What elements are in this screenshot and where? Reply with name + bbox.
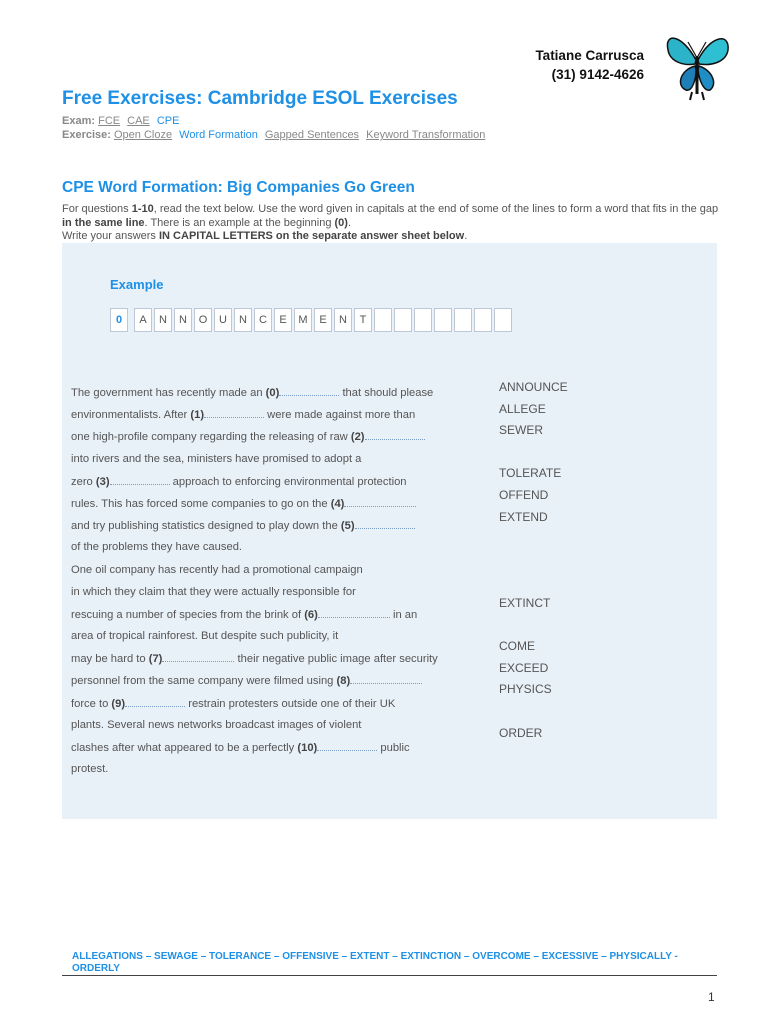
answer-gap[interactable] bbox=[110, 470, 170, 485]
answer-gap[interactable] bbox=[162, 647, 234, 662]
line-text: of the problems they have caused. bbox=[71, 541, 243, 554]
example-answer-boxes bbox=[110, 308, 514, 332]
example-letter-box bbox=[494, 308, 512, 332]
keyword: OFFEND bbox=[499, 488, 549, 502]
instr-bold: in the same line bbox=[62, 216, 145, 229]
keyword: SEWER bbox=[499, 423, 544, 438]
keyword: ORDER bbox=[499, 725, 543, 740]
gap-number: (6) bbox=[304, 608, 318, 621]
example-letter-box: M bbox=[294, 308, 312, 332]
gap-number: (2) bbox=[350, 431, 365, 444]
line-text: restrain protesters outside one of their UK bbox=[185, 697, 396, 710]
instr-bold: 1-10 bbox=[131, 203, 154, 215]
example-letter-box: E bbox=[274, 308, 292, 332]
line-text: and try publishing statistics designed to play down the bbox=[71, 520, 341, 533]
example-letter-box: A bbox=[134, 308, 152, 332]
author-block bbox=[535, 46, 644, 84]
text-line bbox=[71, 603, 471, 625]
text-line bbox=[71, 581, 471, 603]
exam-label: Exam: bbox=[62, 115, 96, 127]
exercise-link-word-formation[interactable]: Word Formation bbox=[179, 129, 258, 141]
line-text: protest. bbox=[71, 763, 109, 776]
line-text: area of tropical rainforest. But despite such publicity, it bbox=[71, 630, 339, 643]
gap-number: (9) bbox=[111, 697, 126, 710]
line-text: environmentalists. After bbox=[71, 409, 191, 422]
text-line bbox=[71, 692, 471, 714]
answer-gap[interactable] bbox=[355, 514, 415, 529]
line-text: personnel from the same company were filmed using bbox=[71, 675, 337, 688]
line-text: their negative public image after security bbox=[234, 653, 438, 666]
example-letter-box: U bbox=[214, 308, 232, 332]
line-text: approach to enforcing environmental protection bbox=[169, 475, 407, 488]
example-letter-box: E bbox=[314, 308, 332, 332]
line-text: were made against more than bbox=[264, 409, 416, 422]
line-text: plants. Several news networks broadcast images of violent bbox=[71, 718, 362, 731]
text-line bbox=[71, 514, 471, 536]
text-line bbox=[71, 403, 471, 425]
butterfly-icon bbox=[662, 30, 732, 102]
example-number-box: 0 bbox=[110, 308, 128, 332]
text-line bbox=[71, 647, 471, 669]
gap-number: (4) bbox=[330, 497, 345, 510]
author-phone: (31) 9142-4626 bbox=[551, 67, 644, 82]
example-letter-box bbox=[374, 308, 392, 332]
example-letter-box bbox=[454, 308, 472, 332]
exercise-title: CPE Word Formation: Big Companies Go Green bbox=[62, 179, 415, 196]
example-letter-box: N bbox=[334, 308, 352, 332]
site-title: Free Exercises: Cambridge ESOL Exercises bbox=[62, 88, 458, 109]
line-text: that should please bbox=[339, 387, 434, 399]
text-line bbox=[71, 559, 471, 581]
example-letter-box: O bbox=[194, 308, 212, 332]
gap-number: (1) bbox=[190, 409, 205, 422]
answer-gap[interactable] bbox=[204, 403, 264, 418]
line-text: clashes after what appeared to be a perfectly bbox=[71, 742, 298, 754]
answer-gap[interactable] bbox=[279, 381, 339, 396]
text-line bbox=[71, 758, 471, 780]
keyword: EXCEED bbox=[499, 660, 549, 675]
exercise-link-keyword-transformation[interactable]: Keyword Transformation bbox=[366, 129, 486, 141]
keyword: EXTINCT bbox=[499, 596, 551, 610]
instr-text: . There is an example at the beginning bbox=[144, 216, 335, 229]
answer-gap[interactable] bbox=[318, 603, 390, 618]
exam-link-cae[interactable]: CAE bbox=[127, 115, 150, 127]
line-text: One oil company has recently had a promotional campaign bbox=[71, 563, 363, 576]
line-text: public bbox=[377, 742, 410, 754]
line-text: rescuing a number of species from the brink of bbox=[71, 608, 305, 621]
exercise-link-gapped-sentences[interactable]: Gapped Sentences bbox=[264, 129, 360, 141]
text-line bbox=[71, 625, 471, 647]
text-line bbox=[71, 470, 471, 492]
example-letter-box: N bbox=[154, 308, 172, 332]
text-line bbox=[71, 714, 471, 736]
instr-text: For questions bbox=[62, 203, 132, 215]
gap-number: (5) bbox=[340, 520, 355, 533]
example-letter-box: N bbox=[174, 308, 192, 332]
example-label: Example bbox=[110, 277, 164, 292]
line-text: force to bbox=[71, 697, 112, 710]
cloze-text bbox=[71, 381, 471, 780]
text-line bbox=[71, 669, 471, 691]
answer-gap[interactable] bbox=[350, 669, 422, 684]
example-letter-box bbox=[434, 308, 452, 332]
text-line bbox=[71, 492, 471, 514]
exercise-link-open-cloze[interactable]: Open Cloze bbox=[114, 129, 173, 141]
text-line bbox=[71, 381, 471, 403]
instr-bold: IN CAPITAL LETTERS on the separate answer sheet below bbox=[159, 230, 465, 242]
line-text: one high-profile company regarding the releasing of raw bbox=[71, 431, 351, 444]
example-letter-box: T bbox=[354, 308, 372, 332]
line-text: The government has recently made an bbox=[71, 387, 266, 399]
answer-key: ALLEGATIONS – SEWAGE – TOLERANCE – OFFENSIVE – EXTENT – EXTINCTION – OVERCOME – EXCESSIVE – PHYSICALLY - ORDERLY bbox=[72, 951, 678, 974]
answer-gap[interactable] bbox=[365, 425, 425, 440]
text-line bbox=[71, 536, 471, 558]
author-name: Tatiane Carrusca bbox=[535, 48, 644, 63]
line-text: into rivers and the sea, ministers have promised to adopt a bbox=[71, 452, 362, 465]
instr-bold: (0) bbox=[334, 216, 348, 229]
line-text: may be hard to bbox=[71, 653, 149, 666]
example-letter-box bbox=[414, 308, 432, 332]
answer-gap[interactable] bbox=[344, 492, 416, 507]
gap-number: (10) bbox=[297, 742, 318, 754]
instructions bbox=[62, 203, 720, 244]
gap-number: (0) bbox=[265, 387, 280, 399]
gap-number: (7) bbox=[148, 653, 163, 666]
line-text: rules. This has forced some companies to go on the bbox=[71, 497, 331, 510]
keyword: ANNOUNCE bbox=[499, 380, 568, 394]
keyword: COME bbox=[499, 639, 535, 654]
divider bbox=[62, 975, 717, 976]
example-letter-box bbox=[474, 308, 492, 332]
line-text: zero bbox=[71, 475, 96, 488]
page-number: 1 bbox=[708, 990, 715, 1004]
gap-number: (8) bbox=[336, 675, 351, 688]
text-line bbox=[71, 425, 471, 447]
example-letter-box: C bbox=[254, 308, 272, 332]
exam-link-fce[interactable]: FCE bbox=[98, 115, 121, 127]
answer-gap[interactable] bbox=[317, 736, 377, 751]
line-text: in an bbox=[389, 608, 418, 621]
answer-gap[interactable] bbox=[125, 692, 185, 707]
instr-text: . bbox=[464, 230, 468, 242]
exercise-row bbox=[62, 129, 489, 141]
keyword: TOLERATE bbox=[499, 466, 562, 481]
example-letter-box bbox=[394, 308, 412, 332]
exam-link-cpe[interactable]: CPE bbox=[156, 115, 180, 127]
keyword: ALLEGE bbox=[499, 401, 546, 416]
instr-text: Write your answers bbox=[62, 230, 159, 242]
instr-text: , read the text below. Use the word given in capitals at the end of some of the lines to form a word that fits in the gap bbox=[153, 203, 719, 215]
keyword: EXTEND bbox=[499, 509, 548, 524]
instr-text: . bbox=[347, 216, 352, 229]
gap-number: (3) bbox=[95, 475, 110, 488]
text-line bbox=[71, 736, 471, 758]
keyword: PHYSICS bbox=[499, 682, 552, 697]
exercise-label: Exercise: bbox=[62, 129, 111, 141]
example-letter-box: N bbox=[234, 308, 252, 332]
text-line bbox=[71, 448, 471, 470]
line-text: in which they claim that they were actually responsible for bbox=[71, 585, 356, 598]
exam-row bbox=[62, 115, 183, 127]
